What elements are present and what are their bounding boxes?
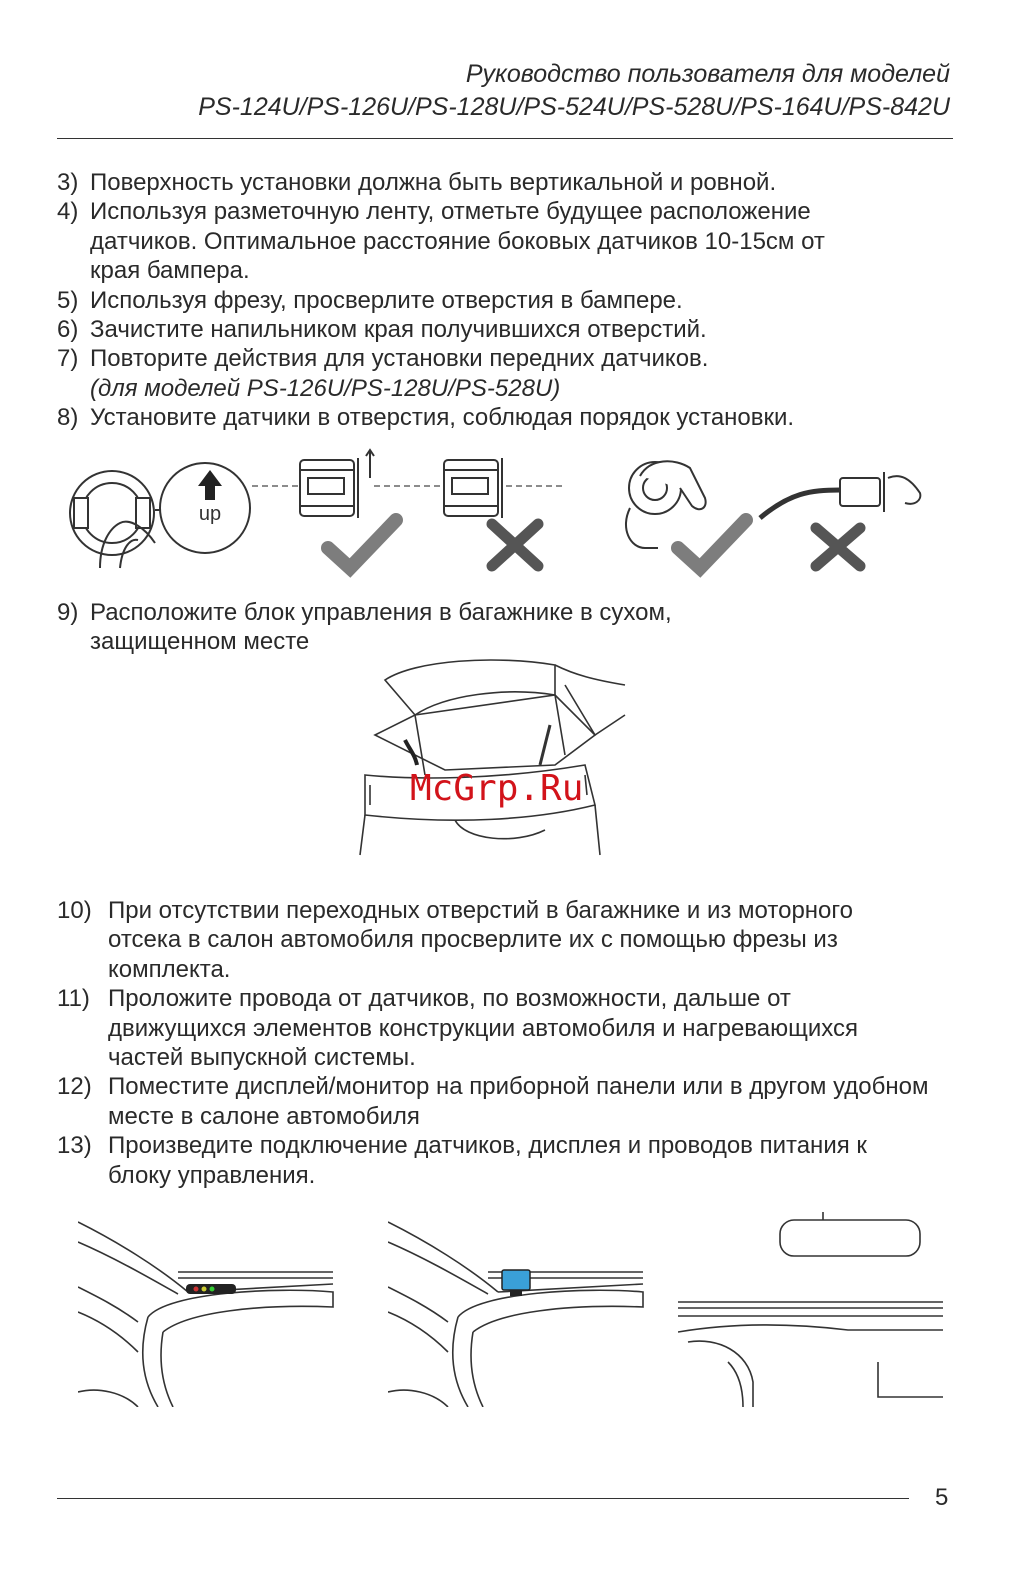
mirror-figure [678, 1212, 948, 1407]
step-text: Проложите провода от датчиков, по возможности, дальше от движущихся элементов конструкции автомобиля и нагревающихся частей выпускной системы. [108, 985, 858, 1072]
dashboard-monitor-figure [388, 1212, 648, 1407]
step-9 [57, 598, 957, 657]
step-3 [57, 168, 957, 197]
step-number: 3) [57, 169, 79, 196]
step-number: 9) [57, 599, 79, 626]
step-text: Зачистите напильником края получившихся отверстий. [90, 316, 707, 344]
step-number: 7) [57, 345, 79, 373]
sensor-orientation-drawing [70, 463, 250, 568]
step-12 [57, 1072, 957, 1131]
step-8 [57, 403, 957, 432]
step-5 [57, 286, 957, 315]
step-text: При отсутствии переходных отверстий в багажнике и из моторного отсека в салон автомобиля просверлите их с помощью фрезы из комплекта. [108, 897, 853, 983]
footer-divider [57, 1498, 909, 1499]
step-number: 13) [57, 1132, 92, 1160]
step-text: Установите датчики в отверстия, соблюдая порядок установки. [90, 404, 795, 432]
cross-mark-icon [816, 528, 860, 566]
step-number: 4) [57, 198, 79, 226]
step-text: Поверхность установки должна быть вертикальной и ровной. [90, 169, 777, 196]
step-10 [57, 896, 957, 984]
page-number: 5 [935, 1484, 949, 1511]
step-number: 10) [57, 897, 92, 924]
step-body [90, 344, 957, 403]
page-header [198, 58, 950, 124]
header-divider [57, 138, 953, 139]
step-number: 12) [57, 1073, 92, 1101]
header-models: PS-124U/PS-126U/PS-128U/PS-524U/PS-528U/PS-164U/PS-842U [198, 93, 950, 121]
check-mark-icon [678, 520, 746, 568]
sensor-wrong-drawing [444, 458, 502, 518]
step-7 [57, 344, 957, 403]
steps-list-b [57, 598, 957, 657]
step-text: Произведите подключение датчиков, дисплея и проводов питания к блоку управления. [108, 1132, 867, 1189]
step-13 [57, 1131, 957, 1190]
dashboard-display-figure [78, 1212, 338, 1407]
steps-list-a [57, 168, 957, 433]
step-note: (для моделей PS-126U/PS-128U/PS-528U) [90, 374, 561, 402]
step-text: Поместите дисплей/монитор на приборной панели или в другом удобном месте в салоне автомобиля [108, 1073, 929, 1130]
watermark: McGrp.Ru [410, 768, 584, 809]
up-label: up [198, 503, 222, 525]
step-number: 6) [57, 316, 79, 344]
check-mark-icon [328, 520, 396, 568]
step-text: Используя разметочную ленту, отметьте будущее расположение датчиков. Оптимальное расстояние боковых датчиков 10-15см от края бампера. [90, 198, 825, 285]
cross-mark-icon [492, 524, 538, 566]
finger-press-drawing [626, 461, 706, 548]
steps-list-c [57, 896, 957, 1190]
wire-pull-drawing [760, 472, 920, 518]
header-title: Руководство пользователя для моделей [465, 60, 950, 88]
step-6 [57, 315, 957, 344]
trunk-figure [355, 655, 630, 870]
step-number: 8) [57, 404, 79, 432]
step-text: Используя фрезу, просверлите отверстия в бампере. [90, 286, 683, 314]
step-number: 5) [57, 286, 79, 314]
sensor-correct-drawing [300, 450, 374, 518]
monitor-screen [502, 1270, 530, 1290]
step-text: Расположите блок управления в багажнике в сухом, защищенном месте [90, 599, 672, 656]
step-number: 11) [57, 985, 90, 1013]
step-11 [57, 984, 957, 1072]
sensor-install-figure [60, 448, 940, 588]
step-4 [57, 197, 957, 285]
step-text: Повторите действия для установки передних датчиков. [90, 345, 709, 373]
